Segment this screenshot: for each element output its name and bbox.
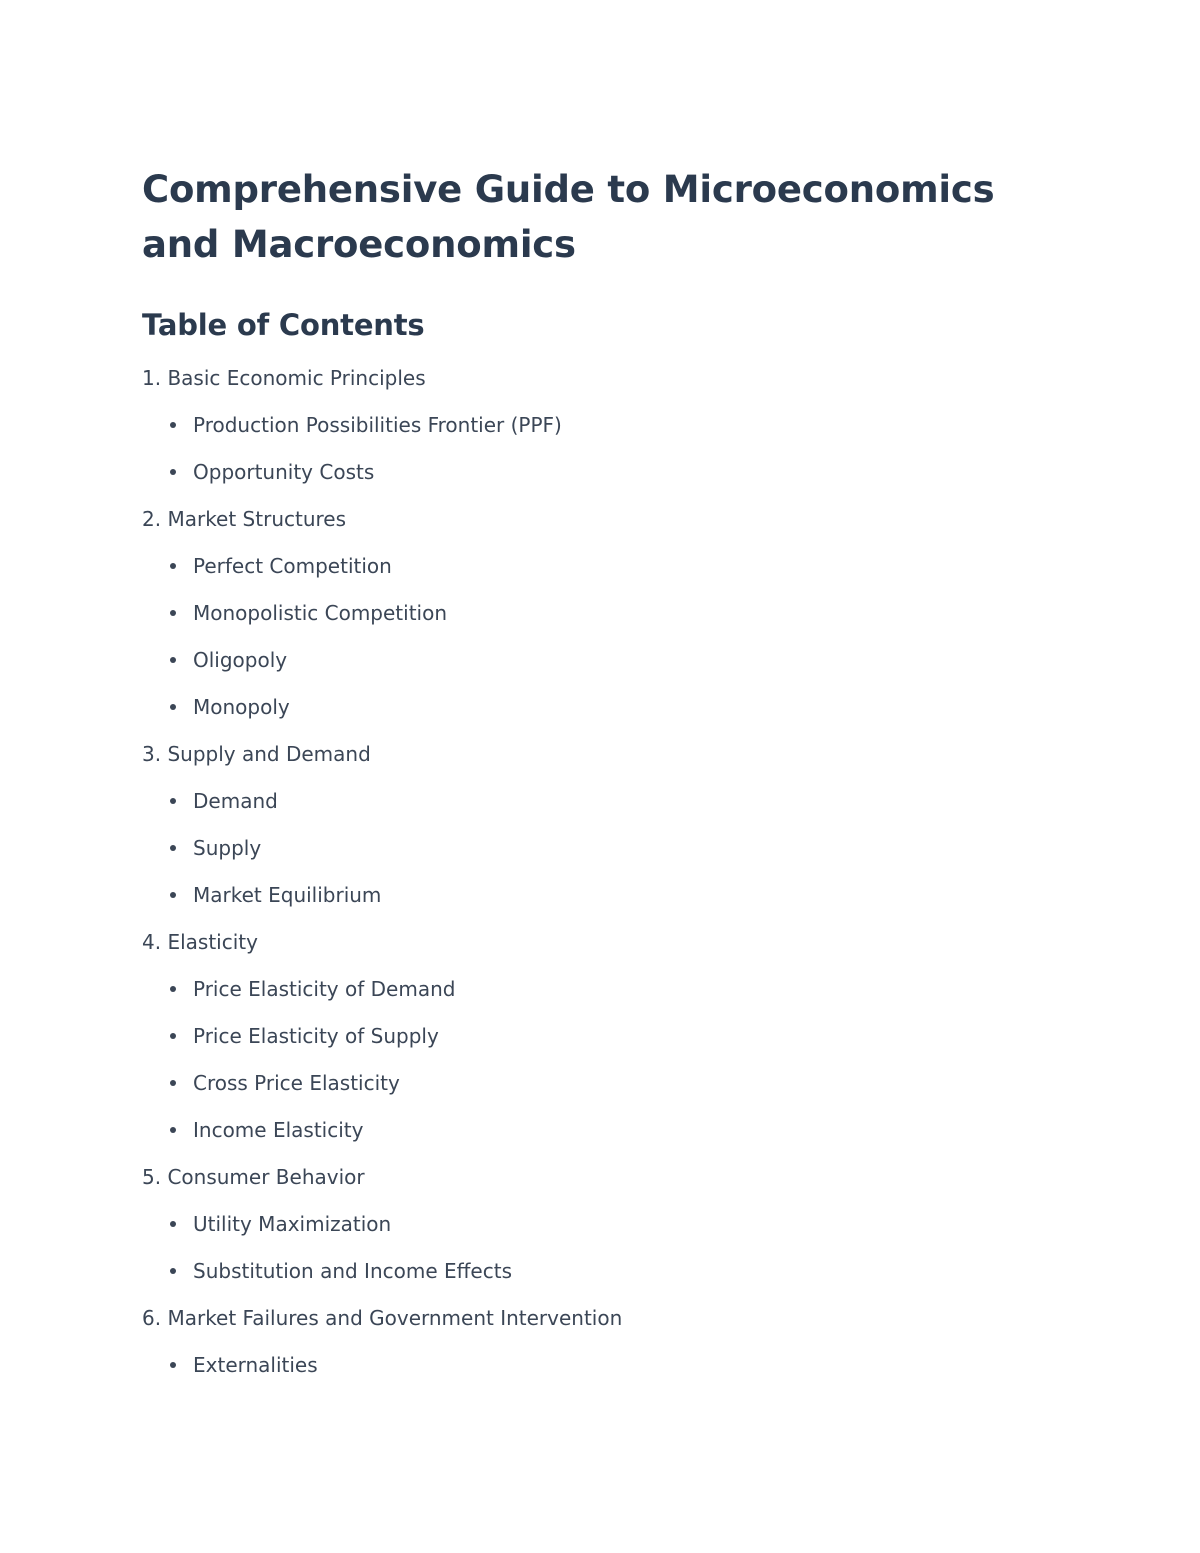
toc-subsection-item[interactable] bbox=[142, 976, 1042, 1002]
toc-section-heading[interactable] bbox=[142, 929, 1042, 955]
toc-subsection-list bbox=[142, 788, 1042, 908]
table-of-contents bbox=[142, 365, 1042, 1378]
bullet-icon bbox=[170, 563, 176, 569]
section-label: Elasticity bbox=[167, 930, 258, 954]
toc-section-heading[interactable] bbox=[142, 1305, 1042, 1331]
toc-subsection-item[interactable] bbox=[142, 1117, 1042, 1143]
toc-section-basic-economic-principles bbox=[142, 365, 1042, 485]
subsection-label: Production Possibilities Frontier (PPF) bbox=[193, 413, 562, 437]
toc-subsection-list bbox=[142, 1352, 1042, 1378]
subsection-label: Supply bbox=[193, 836, 262, 860]
document-page bbox=[142, 162, 1042, 1399]
bullet-icon bbox=[170, 845, 176, 851]
toc-subsection-item[interactable] bbox=[142, 1023, 1042, 1049]
toc-subsection-item[interactable] bbox=[142, 553, 1042, 579]
toc-subsection-item[interactable] bbox=[142, 600, 1042, 626]
toc-subsection-item[interactable] bbox=[142, 1070, 1042, 1096]
bullet-icon bbox=[170, 798, 176, 804]
toc-subsection-item[interactable] bbox=[142, 788, 1042, 814]
section-number: 1. bbox=[142, 366, 162, 390]
toc-section-consumer-behavior bbox=[142, 1164, 1042, 1284]
toc-subsection-list bbox=[142, 412, 1042, 485]
toc-subsection-list bbox=[142, 976, 1042, 1143]
section-number: 4. bbox=[142, 930, 162, 954]
subsection-label: Price Elasticity of Supply bbox=[193, 1024, 439, 1048]
section-label: Basic Economic Principles bbox=[167, 366, 426, 390]
toc-subsection-item[interactable] bbox=[142, 412, 1042, 438]
subsection-label: Substitution and Income Effects bbox=[193, 1259, 512, 1283]
section-label: Market Structures bbox=[167, 507, 347, 531]
subsection-label: Monopolistic Competition bbox=[193, 601, 448, 625]
bullet-icon bbox=[170, 704, 176, 710]
subsection-label: Externalities bbox=[193, 1353, 318, 1377]
toc-subsection-item[interactable] bbox=[142, 882, 1042, 908]
bullet-icon bbox=[170, 1362, 176, 1368]
subsection-label: Cross Price Elasticity bbox=[193, 1071, 400, 1095]
bullet-icon bbox=[170, 1268, 176, 1274]
toc-section-heading[interactable] bbox=[142, 506, 1042, 532]
subsection-label: Oligopoly bbox=[193, 648, 288, 672]
subsection-label: Demand bbox=[193, 789, 278, 813]
bullet-icon bbox=[170, 422, 176, 428]
toc-subsection-item[interactable] bbox=[142, 694, 1042, 720]
toc-section-supply-and-demand bbox=[142, 741, 1042, 908]
subsection-label: Utility Maximization bbox=[193, 1212, 392, 1236]
subsection-label: Income Elasticity bbox=[193, 1118, 364, 1142]
bullet-icon bbox=[170, 1080, 176, 1086]
subsection-label: Monopoly bbox=[193, 695, 290, 719]
section-number: 3. bbox=[142, 742, 162, 766]
bullet-icon bbox=[170, 986, 176, 992]
bullet-icon bbox=[170, 1033, 176, 1039]
section-number: 2. bbox=[142, 507, 162, 531]
toc-heading: Table of Contents bbox=[142, 308, 425, 342]
toc-subsection-item[interactable] bbox=[142, 1352, 1042, 1378]
section-label: Consumer Behavior bbox=[167, 1165, 365, 1189]
toc-section-market-failures bbox=[142, 1305, 1042, 1378]
section-label: Market Failures and Government Intervention bbox=[167, 1306, 623, 1330]
toc-subsection-item[interactable] bbox=[142, 647, 1042, 673]
bullet-icon bbox=[170, 657, 176, 663]
section-number: 5. bbox=[142, 1165, 162, 1189]
toc-section-heading[interactable] bbox=[142, 1164, 1042, 1190]
toc-subsection-item[interactable] bbox=[142, 459, 1042, 485]
subsection-label: Perfect Competition bbox=[193, 554, 392, 578]
subsection-label: Opportunity Costs bbox=[193, 460, 375, 484]
toc-subsection-item[interactable] bbox=[142, 1211, 1042, 1237]
toc-subsection-item[interactable] bbox=[142, 1258, 1042, 1284]
toc-subsection-list bbox=[142, 1211, 1042, 1284]
bullet-icon bbox=[170, 469, 176, 475]
toc-section-heading[interactable] bbox=[142, 741, 1042, 767]
toc-subsection-item[interactable] bbox=[142, 835, 1042, 861]
subsection-label: Market Equilibrium bbox=[193, 883, 382, 907]
toc-subsection-list bbox=[142, 553, 1042, 720]
section-label: Supply and Demand bbox=[167, 742, 371, 766]
bullet-icon bbox=[170, 610, 176, 616]
document-title: Comprehensive Guide to Microeconomics and Macroeconomics bbox=[142, 168, 995, 266]
section-number: 6. bbox=[142, 1306, 162, 1330]
bullet-icon bbox=[170, 892, 176, 898]
bullet-icon bbox=[170, 1127, 176, 1133]
toc-section-market-structures bbox=[142, 506, 1042, 720]
subsection-label: Price Elasticity of Demand bbox=[193, 977, 456, 1001]
toc-section-elasticity bbox=[142, 929, 1042, 1143]
bullet-icon bbox=[170, 1221, 176, 1227]
toc-section-heading[interactable] bbox=[142, 365, 1042, 391]
